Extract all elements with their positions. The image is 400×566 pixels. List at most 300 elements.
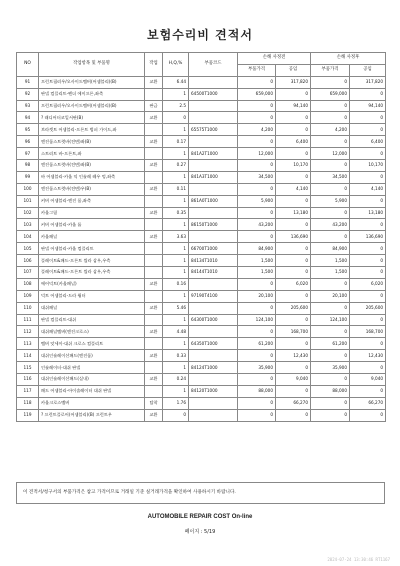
row-part-code: 841A2T1000: [189, 148, 238, 160]
row-labor-before: 0: [276, 219, 311, 231]
row-labor-after: 0: [350, 385, 386, 397]
row-part-price-after: 0: [311, 326, 350, 338]
row-part-code: 84134T1010: [189, 255, 238, 267]
row-work-type: 교환: [145, 231, 163, 243]
header-no: NO: [17, 53, 39, 77]
row-item-name: 프런트필러우/오사이드멤버(어셈블리)(B): [39, 100, 145, 112]
table-row: [17, 302, 386, 314]
header-labor-before: 공임: [276, 64, 311, 76]
row-labor-after: 0: [350, 195, 386, 207]
row-part-code: [189, 409, 238, 421]
row-labor-before: 136,690: [276, 231, 311, 243]
row-part-price-after: 35,900: [311, 362, 350, 374]
row-part-price-after: 0: [311, 231, 350, 243]
row-part-price-after: 0: [311, 397, 350, 409]
row-part-price-after: 0: [311, 76, 350, 88]
header-before-adjust: 손해 사정전: [238, 53, 311, 65]
row-item-name: 대쉬인슐레이션패드(실내): [39, 374, 145, 386]
row-work-type: [145, 255, 163, 267]
row-hq: 0: [163, 409, 189, 421]
row-part-price-before: 1,500: [238, 267, 276, 279]
row-part-code: 64300T1000: [189, 314, 238, 326]
row-work-type: 교환: [145, 112, 163, 124]
row-hq: 1: [163, 338, 189, 350]
row-item-name: 판넬 컴플리트-대쉬: [39, 314, 145, 326]
row-part-price-after: 1,500: [311, 267, 350, 279]
row-part-price-before: 4,200: [238, 124, 276, 136]
row-part-price-after: 0: [311, 112, 350, 124]
row-work-type: [145, 385, 163, 397]
row-item-name: 판넬 어셈블리-카울 컴플리트: [39, 243, 145, 255]
row-item-name: 프런트필러우/오사이드멤버(어셈블리)(B): [39, 76, 145, 88]
row-labor-after: 0: [350, 267, 386, 279]
row-work-type: 교환: [145, 350, 163, 362]
table-body: [17, 76, 386, 421]
row-hq: 1: [163, 219, 189, 231]
row-labor-after: 6,020: [350, 278, 386, 290]
row-no: 115: [17, 362, 39, 374]
row-part-price-before: 0: [238, 326, 276, 338]
row-hq: 1.76: [163, 397, 189, 409]
row-part-code: 64350T1000: [189, 338, 238, 350]
row-item-name: 커버 어셈블리-엔진 룸,좌측: [39, 195, 145, 207]
row-work-type: 교환: [145, 409, 163, 421]
row-part-price-after: 84,900: [311, 243, 350, 255]
row-part-price-before: 20,100: [238, 290, 276, 302]
row-hq: 1: [163, 314, 189, 326]
table-row: [17, 195, 386, 207]
row-no: 113: [17, 338, 39, 350]
row-hq: 0.11: [163, 183, 189, 195]
table-row: [17, 326, 386, 338]
row-labor-before: 0: [276, 290, 311, 302]
row-labor-before: 0: [276, 195, 311, 207]
row-no: 114: [17, 350, 39, 362]
row-work-type: 교환: [145, 326, 163, 338]
row-hq: 1: [163, 385, 189, 397]
row-part-price-before: 0: [238, 278, 276, 290]
row-no: 109: [17, 290, 39, 302]
table-row: [17, 76, 386, 88]
row-work-type: 교환: [145, 207, 163, 219]
row-no: 95: [17, 124, 39, 136]
row-labor-before: 168,700: [276, 326, 311, 338]
row-work-type: [145, 171, 163, 183]
row-work-type: [145, 362, 163, 374]
row-work-type: [145, 267, 163, 279]
row-part-code: 84120T1000: [189, 385, 238, 397]
row-part-price-before: 34,500: [238, 171, 276, 183]
row-item-name: 플레이트&패드-프론트 씰라 삼우,우측: [39, 267, 145, 279]
row-labor-after: 0: [350, 219, 386, 231]
row-no: 93: [17, 100, 39, 112]
row-part-price-after: 34,500: [311, 171, 350, 183]
header-part-price-after: 부품가격: [311, 64, 350, 76]
print-timestamp: 2024-07-24 13:30:46 RT1167: [327, 557, 390, 562]
table-row: [17, 231, 386, 243]
table-row: [17, 148, 386, 160]
row-labor-after: 0: [350, 255, 386, 267]
row-item-name: 대쉬패널: [39, 302, 145, 314]
row-labor-after: 0: [350, 148, 386, 160]
row-item-name: 카울그릴: [39, 207, 145, 219]
row-no: 103: [17, 219, 39, 231]
row-part-price-after: 5,900: [311, 195, 350, 207]
row-hq: 5.46: [163, 302, 189, 314]
table-row: [17, 290, 386, 302]
row-part-price-after: 43,200: [311, 219, 350, 231]
row-labor-after: 94,140: [350, 100, 386, 112]
row-no: 100: [17, 183, 39, 195]
row-part-price-after: 0: [311, 183, 350, 195]
row-part-code: [189, 326, 238, 338]
row-item-name: 플레이트&패드-프론트 씰라 삼우,우측: [39, 255, 145, 267]
row-item-name: 대쉬인슐레이션패드(엔진룸): [39, 350, 145, 362]
row-item-name: 바 어셈블리-카울 익 인슐레 레우 멍,좌측: [39, 171, 145, 183]
row-no: 105: [17, 243, 39, 255]
row-labor-after: 0: [350, 314, 386, 326]
row-work-type: 탈착: [145, 397, 163, 409]
row-labor-before: 6,020: [276, 278, 311, 290]
price-notice: 이 견적서/청구서의 부품가격은 참고 가격이므로 거래일 기준 실거래가격을 확인하여 사용하시기 바랍니다.: [16, 482, 385, 504]
row-part-price-after: 61,200: [311, 338, 350, 350]
row-work-type: [145, 148, 163, 160]
row-labor-after: 0: [350, 112, 386, 124]
row-part-price-before: 124,100: [238, 314, 276, 326]
row-part-price-after: 659,000: [311, 88, 350, 100]
row-hq: 1: [163, 362, 189, 374]
row-part-price-after: 0: [311, 350, 350, 362]
row-labor-before: 66,270: [276, 397, 311, 409]
table-row: [17, 362, 386, 374]
row-no: 96: [17, 136, 39, 148]
row-part-price-before: 0: [238, 183, 276, 195]
table-row: [17, 100, 386, 112]
header-after-adjust: 손해 사정후: [311, 53, 386, 65]
row-labor-before: 0: [276, 124, 311, 136]
row-labor-before: 205,600: [276, 302, 311, 314]
row-part-code: [189, 207, 238, 219]
row-part-price-before: 0: [238, 76, 276, 88]
row-no: 119: [17, 409, 39, 421]
row-item-name: 스트러트 바-프론트,좌: [39, 148, 145, 160]
row-hq: 0: [163, 112, 189, 124]
row-work-type: [145, 314, 163, 326]
row-labor-before: 0: [276, 171, 311, 183]
row-part-code: 97190T4100: [189, 290, 238, 302]
row-no: 101: [17, 195, 39, 207]
row-labor-before: 0: [276, 148, 311, 160]
row-hq: 0.24: [163, 374, 189, 386]
row-part-code: [189, 397, 238, 409]
row-work-type: 교환: [145, 136, 163, 148]
row-part-code: [189, 100, 238, 112]
row-part-price-before: 0: [238, 350, 276, 362]
row-part-price-before: 0: [238, 231, 276, 243]
row-labor-before: 0: [276, 409, 311, 421]
row-no: 112: [17, 326, 39, 338]
row-labor-before: 0: [276, 314, 311, 326]
row-labor-before: 6,400: [276, 136, 311, 148]
row-labor-before: 0: [276, 243, 311, 255]
row-labor-before: 0: [276, 267, 311, 279]
row-labor-before: 12,430: [276, 350, 311, 362]
table-row: [17, 160, 386, 172]
table-row: [17, 409, 386, 421]
row-item-name: 커버 어셈블리-카울 톱: [39, 219, 145, 231]
row-labor-before: 4,140: [276, 183, 311, 195]
row-part-price-before: 0: [238, 302, 276, 314]
header-part-price-before: 부품가격: [238, 64, 276, 76]
table-row: [17, 350, 386, 362]
row-no: 91: [17, 76, 39, 88]
row-work-type: 판금: [145, 100, 163, 112]
row-work-type: [145, 219, 163, 231]
row-work-type: 교환: [145, 302, 163, 314]
row-part-code: [189, 374, 238, 386]
row-work-type: [145, 195, 163, 207]
row-work-type: [145, 124, 163, 136]
row-part-price-before: 0: [238, 207, 276, 219]
row-labor-after: 168,700: [350, 326, 386, 338]
row-part-price-before: 0: [238, 100, 276, 112]
row-part-price-after: 0: [311, 302, 350, 314]
row-item-name: 덕트 어셈블리-드라 윙터: [39, 290, 145, 302]
row-part-price-after: 124,100: [311, 314, 350, 326]
row-hq: 0.17: [163, 136, 189, 148]
row-labor-after: 317,820: [350, 76, 386, 88]
row-part-price-before: 0: [238, 374, 276, 386]
row-item-name: 인슐레이터-대쉬 판넬: [39, 362, 145, 374]
row-labor-after: 0: [350, 243, 386, 255]
row-item-name: 판넬 컴플리트-펜더 에이프론,좌측: [39, 88, 145, 100]
row-work-type: 교환: [145, 278, 163, 290]
row-hq: 0.27: [163, 160, 189, 172]
row-part-code: [189, 76, 238, 88]
row-hq: 3.63: [163, 231, 189, 243]
table-header: [17, 53, 386, 77]
row-labor-before: 94,140: [276, 100, 311, 112]
row-work-type: [145, 290, 163, 302]
page-number: 페이지 : 5/19: [184, 529, 216, 535]
table-row: [17, 112, 386, 124]
row-labor-after: 6,400: [350, 136, 386, 148]
row-part-price-after: 0: [311, 278, 350, 290]
row-part-code: 84124T1000: [189, 362, 238, 374]
row-work-type: [145, 88, 163, 100]
row-hq: 4.48: [163, 326, 189, 338]
row-no: 92: [17, 88, 39, 100]
row-part-price-after: 0: [311, 409, 350, 421]
header-labor-after: 공임: [350, 64, 386, 76]
row-item-name: 브라켓트 어셈블리-프론트 범퍼 가이드,좌: [39, 124, 145, 136]
row-part-code: [189, 278, 238, 290]
row-part-price-before: 5,900: [238, 195, 276, 207]
row-labor-after: 0: [350, 409, 386, 421]
row-part-code: [189, 302, 238, 314]
row-no: 94: [17, 112, 39, 124]
table-row: [17, 219, 386, 231]
row-labor-before: 0: [276, 338, 311, 350]
row-part-price-before: 0: [238, 112, 276, 124]
row-part-price-before: 84,900: [238, 243, 276, 255]
row-labor-after: 66,270: [350, 397, 386, 409]
table-row: [17, 314, 386, 326]
row-part-code: 84144T1010: [189, 267, 238, 279]
row-hq: 6.44: [163, 76, 189, 88]
row-part-price-after: 0: [311, 100, 350, 112]
row-hq: 1: [163, 195, 189, 207]
row-labor-before: 9,040: [276, 374, 311, 386]
table-row: [17, 171, 386, 183]
table-row: [17, 397, 386, 409]
row-labor-before: 0: [276, 255, 311, 267]
row-work-type: 교환: [145, 160, 163, 172]
row-labor-before: 0: [276, 362, 311, 374]
header-work: 작업: [145, 53, 163, 77]
row-hq: 1: [163, 88, 189, 100]
row-no: 110: [17, 302, 39, 314]
row-hq: 0.35: [163, 207, 189, 219]
row-labor-after: 0: [350, 290, 386, 302]
row-no: 111: [17, 314, 39, 326]
row-part-price-after: 1,500: [311, 255, 350, 267]
row-no: 104: [17, 231, 39, 243]
row-item-name: 카울크로스멤버: [39, 397, 145, 409]
row-work-type: 교환: [145, 183, 163, 195]
row-no: 118: [17, 397, 39, 409]
row-part-code: [189, 136, 238, 148]
table-row: [17, 243, 386, 255]
row-no: 97: [17, 148, 39, 160]
header-item: 작업항목 및 부품명: [39, 53, 145, 77]
row-part-price-before: 659,000: [238, 88, 276, 100]
row-part-price-after: 0: [311, 160, 350, 172]
row-part-price-before: 0: [238, 160, 276, 172]
row-part-price-after: 88,000: [311, 385, 350, 397]
row-labor-after: 9,040: [350, 374, 386, 386]
table-row: [17, 374, 386, 386]
row-part-price-before: 43,200: [238, 219, 276, 231]
row-no: 116: [17, 374, 39, 386]
row-hq: 1: [163, 124, 189, 136]
row-labor-before: 13,180: [276, 207, 311, 219]
row-labor-after: 136,690: [350, 231, 386, 243]
row-item-name: 엔진룸스트럿바(전면)좌(B): [39, 160, 145, 172]
row-hq: 1: [163, 148, 189, 160]
row-item-name: 패드 어셈블리-아이솔레이터 대쉬 판넬: [39, 385, 145, 397]
table-row: [17, 183, 386, 195]
table-row: [17, 207, 386, 219]
table-row: [17, 88, 386, 100]
row-labor-after: 4,140: [350, 183, 386, 195]
row-labor-after: 0: [350, 362, 386, 374]
row-part-price-after: 0: [311, 374, 350, 386]
row-work-type: [145, 338, 163, 350]
row-part-price-before: 12,000: [238, 148, 276, 160]
row-work-type: 교환: [145, 374, 163, 386]
row-item-name: ? 프런트플로어(어셈블리)(B) 프런트우: [39, 409, 145, 421]
row-part-price-before: 88,000: [238, 385, 276, 397]
row-labor-after: 12,430: [350, 350, 386, 362]
row-labor-before: 0: [276, 112, 311, 124]
row-part-price-after: 12,000: [311, 148, 350, 160]
row-labor-after: 205,600: [350, 302, 386, 314]
row-item-name: 에어덕트(카울패널): [39, 278, 145, 290]
row-item-name: 엔진룸스트럿바(전면)좌(B): [39, 136, 145, 148]
row-hq: 1: [163, 171, 189, 183]
row-part-price-before: 1,500: [238, 255, 276, 267]
row-hq: 1: [163, 290, 189, 302]
row-labor-after: 0: [350, 124, 386, 136]
row-item-name: 대쉬패널멤버(엔진크로스): [39, 326, 145, 338]
row-work-type: [145, 243, 163, 255]
row-item-name: ? 래디어터코일서판(B): [39, 112, 145, 124]
row-hq: 0.33: [163, 350, 189, 362]
row-hq: 2.5: [163, 100, 189, 112]
table-row: [17, 255, 386, 267]
row-part-price-after: 0: [311, 207, 350, 219]
row-labor-before: 317,820: [276, 76, 311, 88]
row-part-code: [189, 350, 238, 362]
table-row: [17, 385, 386, 397]
row-labor-before: 0: [276, 385, 311, 397]
row-labor-before: 0: [276, 88, 311, 100]
row-part-code: 66700T1000: [189, 243, 238, 255]
row-part-code: 65575T1000: [189, 124, 238, 136]
row-work-type: 교환: [145, 76, 163, 88]
table-row: [17, 136, 386, 148]
row-no: 98: [17, 160, 39, 172]
row-no: 106: [17, 255, 39, 267]
row-part-code: 64500T1000: [189, 88, 238, 100]
row-labor-before: 10,170: [276, 160, 311, 172]
row-no: 117: [17, 385, 39, 397]
row-labor-after: 0: [350, 338, 386, 350]
row-hq: 0.16: [163, 278, 189, 290]
estimate-table: [16, 52, 386, 422]
row-item-name: 엔진룸스트럿바(전면)우(B): [39, 183, 145, 195]
row-part-price-after: 0: [311, 136, 350, 148]
row-labor-after: 10,170: [350, 160, 386, 172]
document-title: 보험수리비 견적서: [147, 28, 253, 42]
table-row: [17, 267, 386, 279]
table-row: [17, 338, 386, 350]
row-labor-after: 13,180: [350, 207, 386, 219]
row-hq: 1: [163, 243, 189, 255]
row-part-code: [189, 231, 238, 243]
header-hq: H,Q,%: [163, 53, 189, 77]
row-no: 102: [17, 207, 39, 219]
row-item-name: 카울패널: [39, 231, 145, 243]
row-item-name: 멤버 앗세이-대쉬 크로스 컴플리트: [39, 338, 145, 350]
row-part-price-before: 35,900: [238, 362, 276, 374]
row-part-price-before: 0: [238, 397, 276, 409]
row-labor-after: 0: [350, 171, 386, 183]
row-no: 99: [17, 171, 39, 183]
row-part-code: [189, 112, 238, 124]
row-part-price-before: 61,200: [238, 338, 276, 350]
row-part-price-after: 20,100: [311, 290, 350, 302]
row-part-price-before: 0: [238, 136, 276, 148]
header-code: 부품코드: [189, 53, 238, 77]
row-part-price-after: 4,200: [311, 124, 350, 136]
row-hq: 1: [163, 267, 189, 279]
row-part-price-before: 0: [238, 409, 276, 421]
row-no: 107: [17, 267, 39, 279]
footer-brand: AUTOMOBILE REPAIR COST On-line: [147, 514, 253, 520]
row-part-code: 841A3T1000: [189, 171, 238, 183]
